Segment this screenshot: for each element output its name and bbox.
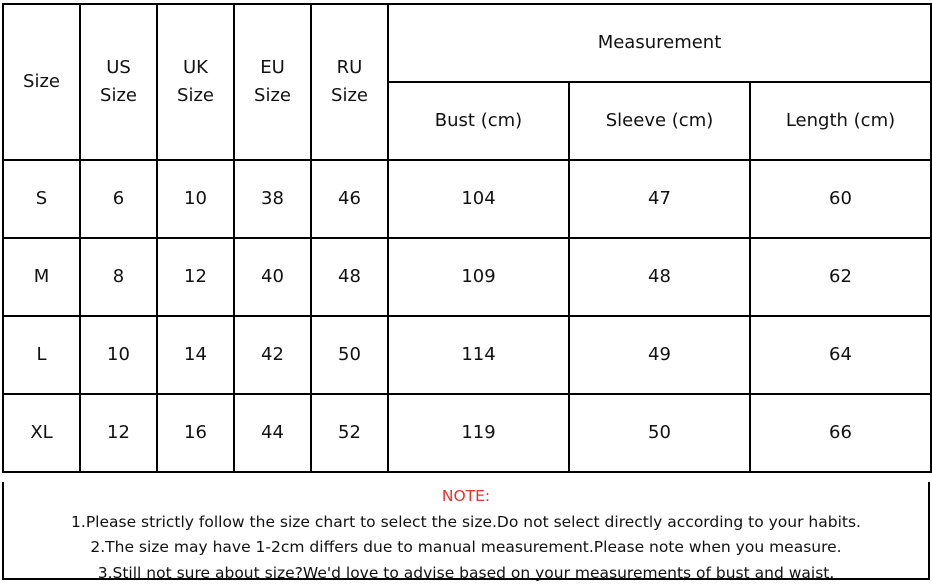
cell-us: 12 <box>80 394 157 472</box>
cell-us: 10 <box>80 316 157 394</box>
header-ru-label: RU <box>312 54 387 82</box>
cell-ru: 50 <box>311 316 388 394</box>
header-us-sublabel: Size <box>81 82 156 110</box>
cell-bust: 109 <box>388 238 569 316</box>
header-uk <box>157 4 234 160</box>
cell-size: L <box>3 316 80 394</box>
header-ru <box>311 4 388 160</box>
cell-bust: 114 <box>388 316 569 394</box>
cell-eu: 40 <box>234 238 311 316</box>
note-line: 3.Still not sure about size?We'd love to advise based on your measurements of bust and waist. <box>4 561 928 586</box>
note-title: NOTE: <box>4 484 928 510</box>
header-length <box>750 82 931 160</box>
note-line: 1.Please strictly follow the size chart to select the size.Do not select directly according to your habits. <box>4 510 928 536</box>
cell-length: 66 <box>750 394 931 472</box>
cell-sleeve: 47 <box>569 160 750 238</box>
cell-bust: 119 <box>388 394 569 472</box>
header-eu-label: EU <box>235 54 310 82</box>
header-row <box>3 4 931 82</box>
cell-size: S <box>3 160 80 238</box>
cell-size: XL <box>3 394 80 472</box>
header-sleeve <box>569 82 750 160</box>
header-us-label: US <box>81 54 156 82</box>
table-row <box>3 160 931 238</box>
header-size <box>3 4 80 160</box>
size-table <box>2 3 932 473</box>
header-size-label: Size <box>23 71 60 92</box>
cell-eu: 44 <box>234 394 311 472</box>
cell-us: 6 <box>80 160 157 238</box>
cell-us: 8 <box>80 238 157 316</box>
cell-sleeve: 50 <box>569 394 750 472</box>
header-uk-sublabel: Size <box>158 82 233 110</box>
header-eu <box>234 4 311 160</box>
header-length-label: Length (cm) <box>786 110 895 131</box>
header-us <box>80 4 157 160</box>
cell-sleeve: 49 <box>569 316 750 394</box>
cell-sleeve: 48 <box>569 238 750 316</box>
cell-length: 60 <box>750 160 931 238</box>
cell-size: M <box>3 238 80 316</box>
cell-uk: 10 <box>157 160 234 238</box>
cell-ru: 52 <box>311 394 388 472</box>
cell-ru: 46 <box>311 160 388 238</box>
header-bust-label: Bust (cm) <box>435 110 522 131</box>
header-eu-sublabel: Size <box>235 82 310 110</box>
cell-uk: 16 <box>157 394 234 472</box>
cell-eu: 38 <box>234 160 311 238</box>
header-bust <box>388 82 569 160</box>
cell-uk: 12 <box>157 238 234 316</box>
cell-ru: 48 <box>311 238 388 316</box>
header-ru-sublabel: Size <box>312 82 387 110</box>
header-uk-label: UK <box>158 54 233 82</box>
note-line: 2.The size may have 1-2cm differs due to manual measurement.Please note when you measure. <box>4 535 928 561</box>
table-row <box>3 394 931 472</box>
header-measurement-label: Measurement <box>598 32 722 53</box>
cell-length: 62 <box>750 238 931 316</box>
table-row <box>3 316 931 394</box>
cell-eu: 42 <box>234 316 311 394</box>
notes-box <box>2 482 930 580</box>
cell-bust: 104 <box>388 160 569 238</box>
cell-length: 64 <box>750 316 931 394</box>
header-sleeve-label: Sleeve (cm) <box>606 110 714 131</box>
table-row <box>3 238 931 316</box>
header-measurement <box>388 4 931 82</box>
cell-uk: 14 <box>157 316 234 394</box>
